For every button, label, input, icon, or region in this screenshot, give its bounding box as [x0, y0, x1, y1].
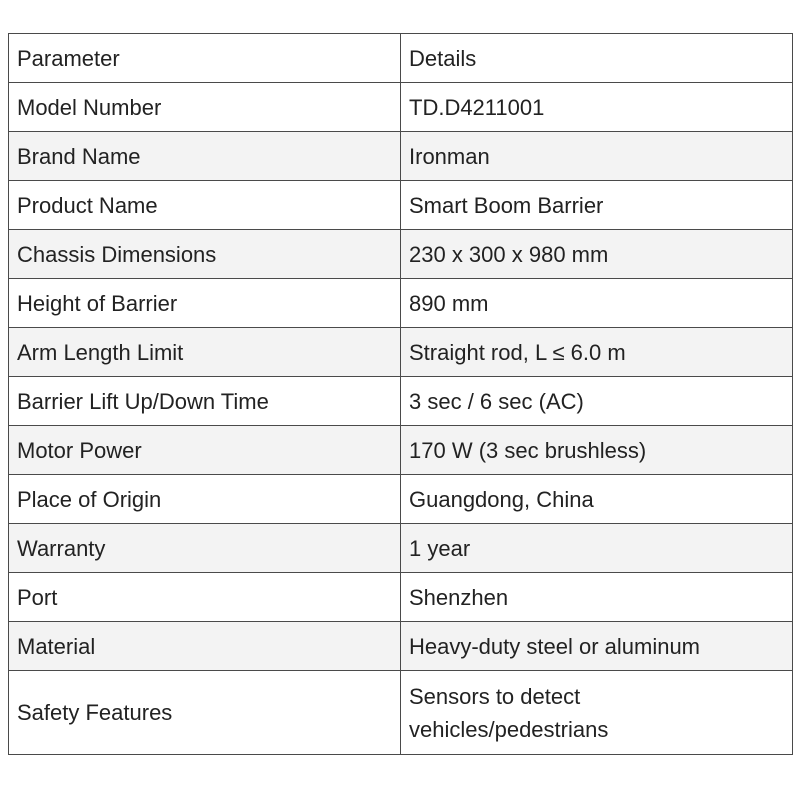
parameter-cell: Arm Length Limit — [9, 328, 401, 377]
table-row — [9, 475, 793, 524]
details-cell: 3 sec / 6 sec (AC) — [401, 377, 793, 426]
parameter-cell: Place of Origin — [9, 475, 401, 524]
table-row — [9, 573, 793, 622]
spec-table-container — [8, 33, 792, 755]
table-row — [9, 622, 793, 671]
details-cell: 170 W (3 sec brushless) — [401, 426, 793, 475]
spec-table — [8, 33, 793, 755]
parameter-cell: Product Name — [9, 181, 401, 230]
details-cell: 230 x 300 x 980 mm — [401, 230, 793, 279]
parameter-cell: Motor Power — [9, 426, 401, 475]
table-header-row — [9, 34, 793, 83]
details-cell: TD.D4211001 — [401, 83, 793, 132]
parameter-cell: Height of Barrier — [9, 279, 401, 328]
table-row — [9, 230, 793, 279]
table-row — [9, 132, 793, 181]
details-cell: Guangdong, China — [401, 475, 793, 524]
table-row — [9, 181, 793, 230]
table-row — [9, 328, 793, 377]
parameter-cell: Material — [9, 622, 401, 671]
parameter-cell: Safety Features — [9, 671, 401, 755]
table-row — [9, 426, 793, 475]
details-cell: Sensors to detect vehicles/pedestrians — [401, 671, 793, 755]
table-row — [9, 83, 793, 132]
details-cell: Straight rod, L ≤ 6.0 m — [401, 328, 793, 377]
parameter-cell: Barrier Lift Up/Down Time — [9, 377, 401, 426]
parameter-cell: Model Number — [9, 83, 401, 132]
header-details: Details — [401, 34, 793, 83]
details-cell: Ironman — [401, 132, 793, 181]
table-row — [9, 524, 793, 573]
details-cell: 1 year — [401, 524, 793, 573]
details-cell: 890 mm — [401, 279, 793, 328]
table-row — [9, 671, 793, 755]
parameter-cell: Port — [9, 573, 401, 622]
table-row — [9, 377, 793, 426]
details-cell: Heavy-duty steel or aluminum — [401, 622, 793, 671]
parameter-cell: Warranty — [9, 524, 401, 573]
parameter-cell: Chassis Dimensions — [9, 230, 401, 279]
parameter-cell: Brand Name — [9, 132, 401, 181]
details-cell: Shenzhen — [401, 573, 793, 622]
header-parameter: Parameter — [9, 34, 401, 83]
table-row — [9, 279, 793, 328]
details-cell: Smart Boom Barrier — [401, 181, 793, 230]
